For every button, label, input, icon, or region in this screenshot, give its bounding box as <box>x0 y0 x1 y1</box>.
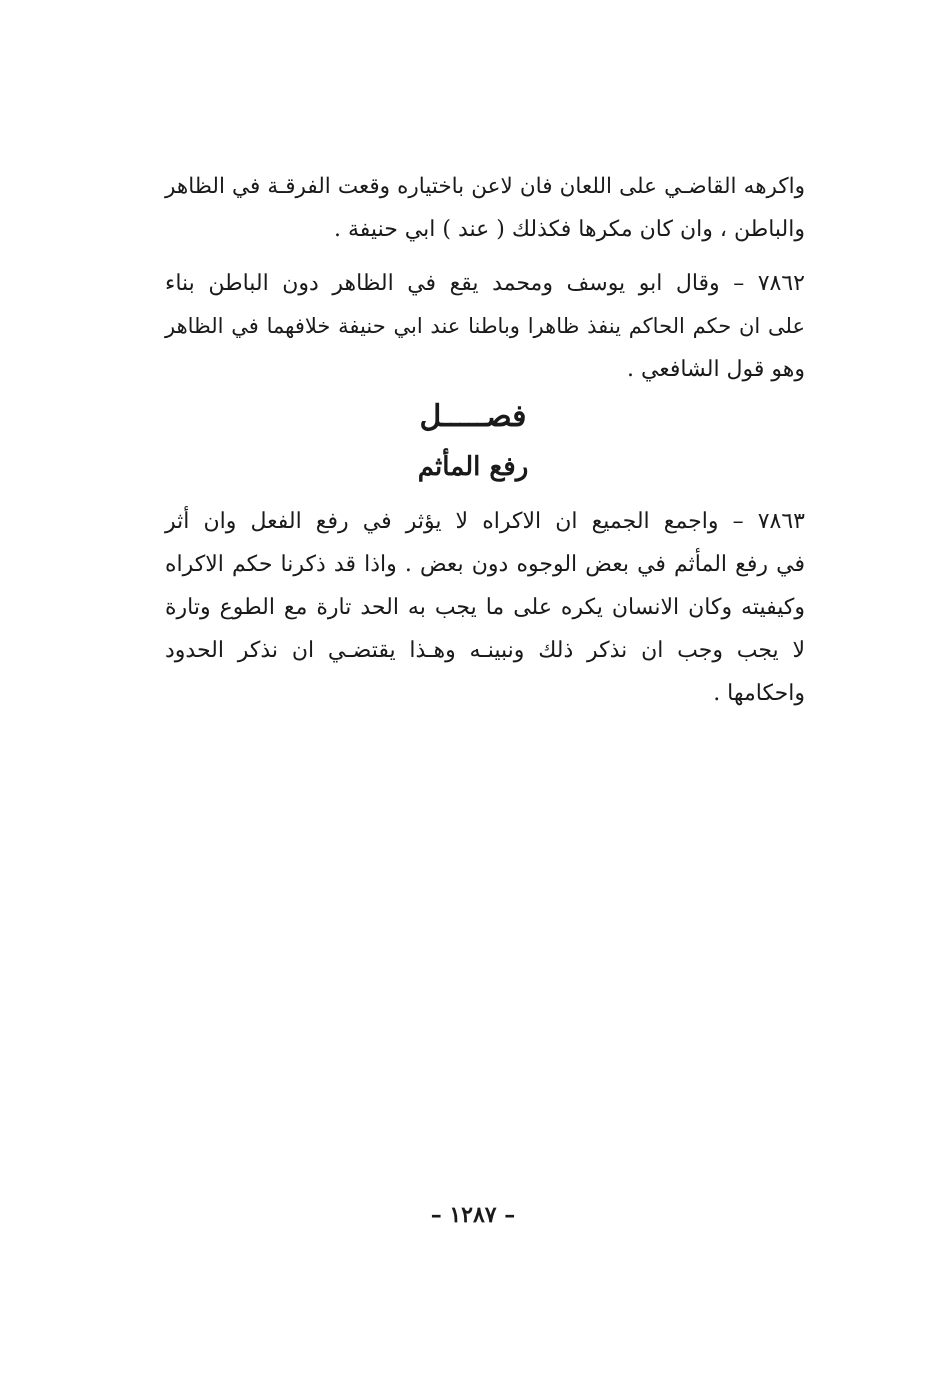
paragraph-continuation <box>165 165 805 251</box>
text-line: لا يجب وجب ان نذكر ذلك ونبينـه وهـذا يقتضـي ان نذكر الحدود <box>165 638 805 663</box>
text-line: ٧٨٦٢ – وقال ابو يوسف ومحمد يقع في الظاهر دون الباطن بناء <box>165 271 805 296</box>
text-line: واحكامها . <box>713 681 805 706</box>
text-line: واكرهه القاضـي على اللعان فان لاعن باختياره وقعت الفرقـة في الظاهر <box>165 174 805 199</box>
text-line: على ان حكم الحاكم ينفذ ظاهرا وباطنا عند ابي حنيفة خلافهما في الظاهر <box>165 314 805 338</box>
section-subheading: رفع المأثم <box>417 452 529 482</box>
paragraph-7862 <box>165 262 805 391</box>
text-line: في رفع المأثم في بعض الوجوه دون بعض . واذا قد ذكرنا حكم الاكراه <box>165 552 805 577</box>
text-line: ٧٨٦٣ – واجمع الجميع ان الاكراه لا يؤثر في رفع الفعل وان أثر <box>165 509 805 534</box>
paragraph-7863 <box>165 500 805 715</box>
text-line: وكيفيته وكان الانسان يكره على ما يجب به الحد تارة مع الطوع وتارة <box>165 595 805 620</box>
section-heading: فصـــــل <box>419 399 527 434</box>
page-number: – ١٢٨٧ – <box>430 1202 516 1228</box>
text-line: والباطن ، وان كان مكرها فكذلك ( عند ) ابي حنيفة . <box>334 217 805 242</box>
text-line: وهو قول الشافعي . <box>626 357 805 382</box>
